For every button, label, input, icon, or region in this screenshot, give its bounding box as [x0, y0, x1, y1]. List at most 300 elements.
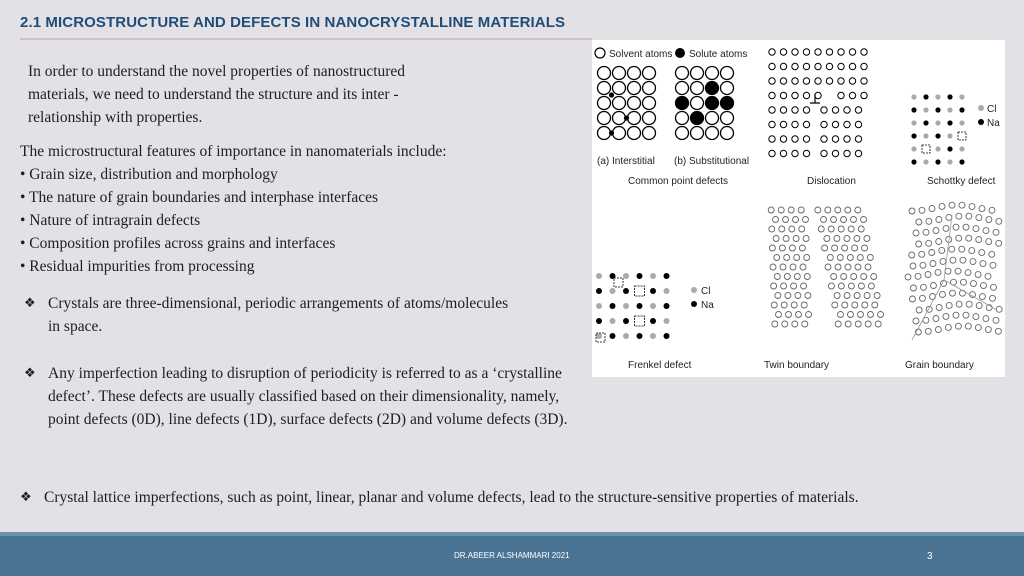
ion [911, 159, 916, 164]
lattice-atom [929, 250, 935, 256]
lattice-atom [909, 296, 915, 302]
solvent-atom [613, 112, 626, 125]
lattice-atom [848, 312, 854, 318]
lattice-atom [916, 307, 922, 313]
lattice-atom [844, 236, 850, 242]
intro-paragraph [28, 60, 548, 129]
lattice-atom [915, 273, 921, 279]
lattice-atom [939, 203, 945, 209]
lattice-atom [865, 321, 871, 327]
lattice-atom [949, 290, 955, 296]
features-heading: The microstructural features of importance in nanomaterials include: [20, 143, 447, 160]
ion [959, 146, 964, 151]
solvent-atom [643, 112, 656, 125]
solvent-atom [691, 82, 704, 95]
lattice-atom [780, 150, 786, 156]
lattice-atom [832, 302, 838, 308]
lattice-atom [985, 327, 991, 333]
lattice-atom [774, 274, 780, 280]
lattice-atom [769, 150, 775, 156]
lattice-atom [986, 239, 992, 245]
solvent-atom [721, 112, 734, 125]
lattice-atom [976, 215, 982, 221]
solvent-atom [628, 97, 641, 110]
lattice-atom [929, 206, 935, 212]
lattice-atom [990, 262, 996, 268]
lattice-atom [855, 136, 861, 142]
label-substitutional: (b) Substitutional [674, 156, 750, 167]
lattice-atom [945, 324, 951, 330]
lattice-atom [771, 283, 777, 289]
solvent-atom [643, 127, 656, 140]
lattice-atom [946, 214, 952, 220]
lattice-atom [993, 229, 999, 235]
lattice-atom [933, 228, 939, 234]
lattice-atom [828, 283, 834, 289]
lattice-atom [979, 294, 985, 300]
lattice-atom [959, 246, 965, 252]
lattice-atom [976, 237, 982, 243]
lattice-atom [965, 323, 971, 329]
lattice-atom [871, 274, 877, 280]
lattice-atom [794, 274, 800, 280]
lattice-atom [966, 301, 972, 307]
lattice-atom [995, 328, 1001, 334]
lattice-atom [770, 264, 776, 270]
lattice-atom [848, 283, 854, 289]
lattice-atom [775, 293, 781, 299]
lattice-atom [959, 290, 965, 296]
lattice-atom [838, 49, 844, 55]
ion [911, 146, 916, 151]
ion [947, 146, 952, 151]
lattice-atom [935, 269, 941, 275]
lattice-atom [849, 92, 855, 98]
lattice-atom [838, 63, 844, 69]
interstitial-atom [609, 92, 614, 97]
ion [935, 94, 940, 99]
lattice-atom [784, 274, 790, 280]
solute-atom [691, 112, 704, 125]
lattice-atom [815, 92, 821, 98]
lattice-atom [909, 208, 915, 214]
lattice-atom [975, 325, 981, 331]
page-number: 3 [927, 551, 933, 562]
solvent-atom [676, 82, 689, 95]
lattice-atom [838, 78, 844, 84]
lattice-atom [828, 226, 834, 232]
lattice-atom [842, 302, 848, 308]
lattice-atom [855, 107, 861, 113]
solvent-atom-icon [595, 48, 605, 58]
solvent-atom [706, 127, 719, 140]
lattice-atom [780, 264, 786, 270]
lattice-atom [791, 283, 797, 289]
lattice-atom [940, 258, 946, 264]
title-divider [20, 38, 592, 40]
lattice-atom [935, 327, 941, 333]
lattice-atom [784, 255, 790, 261]
lattice-atom [953, 312, 959, 318]
lattice-atom [804, 274, 810, 280]
features-list [20, 140, 580, 278]
lattice-atom [979, 250, 985, 256]
lattice-atom [773, 217, 779, 223]
lattice-atom [837, 255, 843, 261]
lattice-atom [821, 150, 827, 156]
caption-frenkel: Frenkel defect [628, 360, 692, 371]
lattice-atom [960, 257, 966, 263]
solvent-atom [613, 97, 626, 110]
lattice-atom [862, 302, 868, 308]
lattice-atom [803, 92, 809, 98]
solvent-atom [676, 127, 689, 140]
bullet-lattice [20, 486, 1010, 509]
lattice-atom [956, 301, 962, 307]
diamond-bullet-icon: ❖ [20, 490, 32, 505]
lattice-atom [821, 107, 827, 113]
lattice-atom [959, 202, 965, 208]
lattice-atom [943, 225, 949, 231]
lattice-atom [769, 107, 775, 113]
ion [911, 120, 916, 125]
lattice-atom [864, 293, 870, 299]
lattice-atom [818, 226, 824, 232]
lattice-atom [989, 207, 995, 213]
lattice-atom [844, 107, 850, 113]
ion [650, 288, 656, 294]
ion [935, 120, 940, 125]
lattice-atom [916, 219, 922, 225]
schottky-panel [911, 94, 966, 164]
ion [935, 159, 940, 164]
solvent-atom [628, 82, 641, 95]
point-defects-panel [598, 67, 734, 140]
defects-illustration [592, 40, 1005, 377]
feature-item: • Composition profiles across grains and interfaces [20, 235, 336, 252]
lattice-atom [794, 255, 800, 261]
ion [610, 303, 616, 309]
lattice-atom [970, 281, 976, 287]
ion [623, 273, 629, 279]
lattice-atom [980, 283, 986, 289]
lattice-atom [838, 226, 844, 232]
bullet-text: Crystals are three-dimensional, periodic arrangements of atoms/molecules in space. [48, 295, 509, 335]
label-cl: Cl [701, 286, 711, 297]
lattice-atom [916, 241, 922, 247]
lattice-atom [780, 136, 786, 142]
ion [637, 333, 643, 339]
feature-item: • Residual impurities from processing [20, 258, 255, 275]
lattice-atom [801, 302, 807, 308]
lattice-atom [919, 251, 925, 257]
ion [911, 94, 916, 99]
caption-grain: Grain boundary [905, 360, 974, 371]
lattice-atom [795, 293, 801, 299]
solvent-atom [628, 67, 641, 80]
lattice-atom [923, 229, 929, 235]
lattice-atom [996, 306, 1002, 312]
ion [911, 107, 916, 112]
lattice-atom [874, 293, 880, 299]
intro-line: relationship with properties. [28, 109, 203, 126]
lattice-atom [858, 312, 864, 318]
legend-solute: Solute atoms [689, 49, 748, 60]
lattice-atom [926, 218, 932, 224]
lattice-atom [939, 291, 945, 297]
ion [935, 107, 940, 112]
lattice-atom [824, 236, 830, 242]
ion [664, 273, 670, 279]
lattice-atom [925, 272, 931, 278]
lattice-atom [969, 204, 975, 210]
lattice-atom [858, 226, 864, 232]
lattice-atom [803, 63, 809, 69]
ion [610, 288, 616, 294]
lattice-atom [985, 273, 991, 279]
lattice-atom [803, 78, 809, 84]
lattice-atom [792, 92, 798, 98]
ion [596, 318, 602, 324]
ion [959, 94, 964, 99]
lattice-atom [878, 312, 884, 318]
lattice-atom [780, 107, 786, 113]
lattice-atom [969, 248, 975, 254]
lattice-atom [838, 283, 844, 289]
lattice-atom [983, 228, 989, 234]
lattice-atom [945, 268, 951, 274]
lattice-atom [861, 49, 867, 55]
footer-author: DR.ABEER ALSHAMMARI 2021 [454, 551, 570, 560]
solvent-atom [691, 67, 704, 80]
lattice-atom [815, 49, 821, 55]
lattice-atom [801, 283, 807, 289]
lattice-atom [788, 207, 794, 213]
frenkel-panel [596, 273, 670, 342]
cl-ion-icon [691, 287, 697, 293]
lattice-atom [769, 226, 775, 232]
lattice-atom [950, 257, 956, 263]
lattice-atom [780, 78, 786, 84]
lattice-atom [966, 213, 972, 219]
lattice-atom [909, 252, 915, 258]
lattice-atom [832, 121, 838, 127]
ion [923, 94, 928, 99]
lattice-atom [910, 285, 916, 291]
lattice-atom [943, 313, 949, 319]
bullet-crystals [24, 292, 524, 338]
lattice-atom [792, 49, 798, 55]
lattice-atom [789, 245, 795, 251]
lattice-atom [789, 226, 795, 232]
lattice-atom [834, 293, 840, 299]
lattice-atom [802, 321, 808, 327]
lattice-atom [933, 316, 939, 322]
ion [650, 303, 656, 309]
lattice-atom [800, 264, 806, 270]
lattice-atom [975, 272, 981, 278]
lattice-atom [862, 245, 868, 251]
solvent-atom [613, 67, 626, 80]
lattice-atom [803, 136, 809, 142]
label-na: Na [987, 118, 1000, 129]
lattice-atom [986, 217, 992, 223]
lattice-atom [803, 217, 809, 223]
lattice-atom [852, 245, 858, 251]
lattice-atom [769, 245, 775, 251]
ion [596, 288, 602, 294]
ion [947, 94, 952, 99]
lattice-atom [831, 217, 837, 223]
lattice-atom [960, 279, 966, 285]
lattice-atom [772, 321, 778, 327]
lattice-atom [946, 302, 952, 308]
ion [947, 159, 952, 164]
lattice-atom [790, 264, 796, 270]
lattice-atom [861, 274, 867, 280]
lattice-atom [815, 63, 821, 69]
caption-schottky: Schottky defect [927, 176, 996, 187]
lattice-atom [956, 235, 962, 241]
ion [959, 107, 964, 112]
lattice-atom [792, 150, 798, 156]
ion [637, 273, 643, 279]
lattice-atom [929, 294, 935, 300]
solute-atom [706, 82, 719, 95]
lattice-atom [989, 295, 995, 301]
lattice-atom [979, 206, 985, 212]
lattice-atom [996, 218, 1002, 224]
lattice-atom [827, 255, 833, 261]
ion [596, 333, 602, 339]
ion [664, 288, 670, 294]
lattice-atom [872, 302, 878, 308]
lattice-atom [936, 239, 942, 245]
ion [664, 303, 670, 309]
lattice-atom [842, 245, 848, 251]
lattice-atom [783, 236, 789, 242]
lattice-atom [841, 217, 847, 223]
lattice-atom [786, 312, 792, 318]
lattice-atom [803, 121, 809, 127]
ion [650, 318, 656, 324]
ion [935, 146, 940, 151]
ion [610, 333, 616, 339]
lattice-atom [905, 274, 911, 280]
lattice-atom [847, 255, 853, 261]
ion [935, 133, 940, 138]
defects-figure [592, 40, 1005, 377]
na-ion-icon [978, 119, 984, 125]
lattice-atom [821, 121, 827, 127]
vacancy [958, 132, 966, 140]
lattice-atom [781, 302, 787, 308]
ion [959, 159, 964, 164]
solvent-atom [598, 82, 611, 95]
lattice-atom [803, 236, 809, 242]
solvent-atom [706, 112, 719, 125]
dislocation-panel [769, 49, 867, 157]
lattice-atom [849, 78, 855, 84]
lattice-atom [769, 92, 775, 98]
lattice-atom [966, 235, 972, 241]
ion [959, 120, 964, 125]
lattice-atom [825, 207, 831, 213]
lattice-atom [844, 293, 850, 299]
lattice-atom [832, 245, 838, 251]
grain-boundary-panel [905, 202, 1002, 340]
caption-dislocation: Dislocation [807, 176, 856, 187]
lattice-atom [793, 236, 799, 242]
solvent-atom [598, 67, 611, 80]
lattice-atom [930, 283, 936, 289]
lattice-atom [769, 49, 775, 55]
ion [623, 333, 629, 339]
lattice-atom [821, 136, 827, 142]
lattice-atom [799, 226, 805, 232]
lattice-atom [826, 49, 832, 55]
lattice-atom [796, 312, 802, 318]
lattice-atom [783, 217, 789, 223]
lattice-atom [936, 305, 942, 311]
lattice-atom [930, 261, 936, 267]
ion [650, 333, 656, 339]
lattice-atom [855, 264, 861, 270]
feature-item: • Grain size, distribution and morphology [20, 166, 278, 183]
caption-point-defects: Common point defects [628, 176, 729, 187]
lattice-atom [815, 207, 821, 213]
lattice-atom [858, 283, 864, 289]
lattice-atom [785, 293, 791, 299]
lattice-atom [782, 321, 788, 327]
lattice-atom [832, 107, 838, 113]
lattice-atom [803, 107, 809, 113]
lattice-atom [769, 121, 775, 127]
lattice-atom [779, 245, 785, 251]
lattice-atom [834, 236, 840, 242]
solvent-atom [721, 82, 734, 95]
lattice-atom [955, 323, 961, 329]
lattice-atom [965, 270, 971, 276]
slide-title: 2.1 MICROSTRUCTURE AND DEFECTS IN NANOCRYSTALLINE MATERIALS [20, 14, 566, 31]
lattice-atom [980, 261, 986, 267]
lattice-atom [845, 321, 851, 327]
lattice-atom [861, 63, 867, 69]
lattice-atom [838, 312, 844, 318]
ion [947, 133, 952, 138]
ion [610, 318, 616, 324]
lattice-atom [792, 136, 798, 142]
lattice-atom [849, 63, 855, 69]
legend-solvent: Solvent atoms [609, 49, 673, 60]
na-ion-icon [691, 301, 697, 307]
solvent-atom [643, 82, 656, 95]
lattice-atom [826, 78, 832, 84]
lattice-atom [792, 321, 798, 327]
lattice-atom [867, 255, 873, 261]
lattice-atom [973, 226, 979, 232]
lattice-atom [973, 314, 979, 320]
solvent-atom [598, 112, 611, 125]
lattice-atom [913, 230, 919, 236]
lattice-atom [865, 264, 871, 270]
lattice-atom [769, 136, 775, 142]
lattice-atom [854, 236, 860, 242]
solute-atom [706, 97, 719, 110]
lattice-atom [953, 224, 959, 230]
lattice-atom [963, 312, 969, 318]
lattice-atom [832, 150, 838, 156]
